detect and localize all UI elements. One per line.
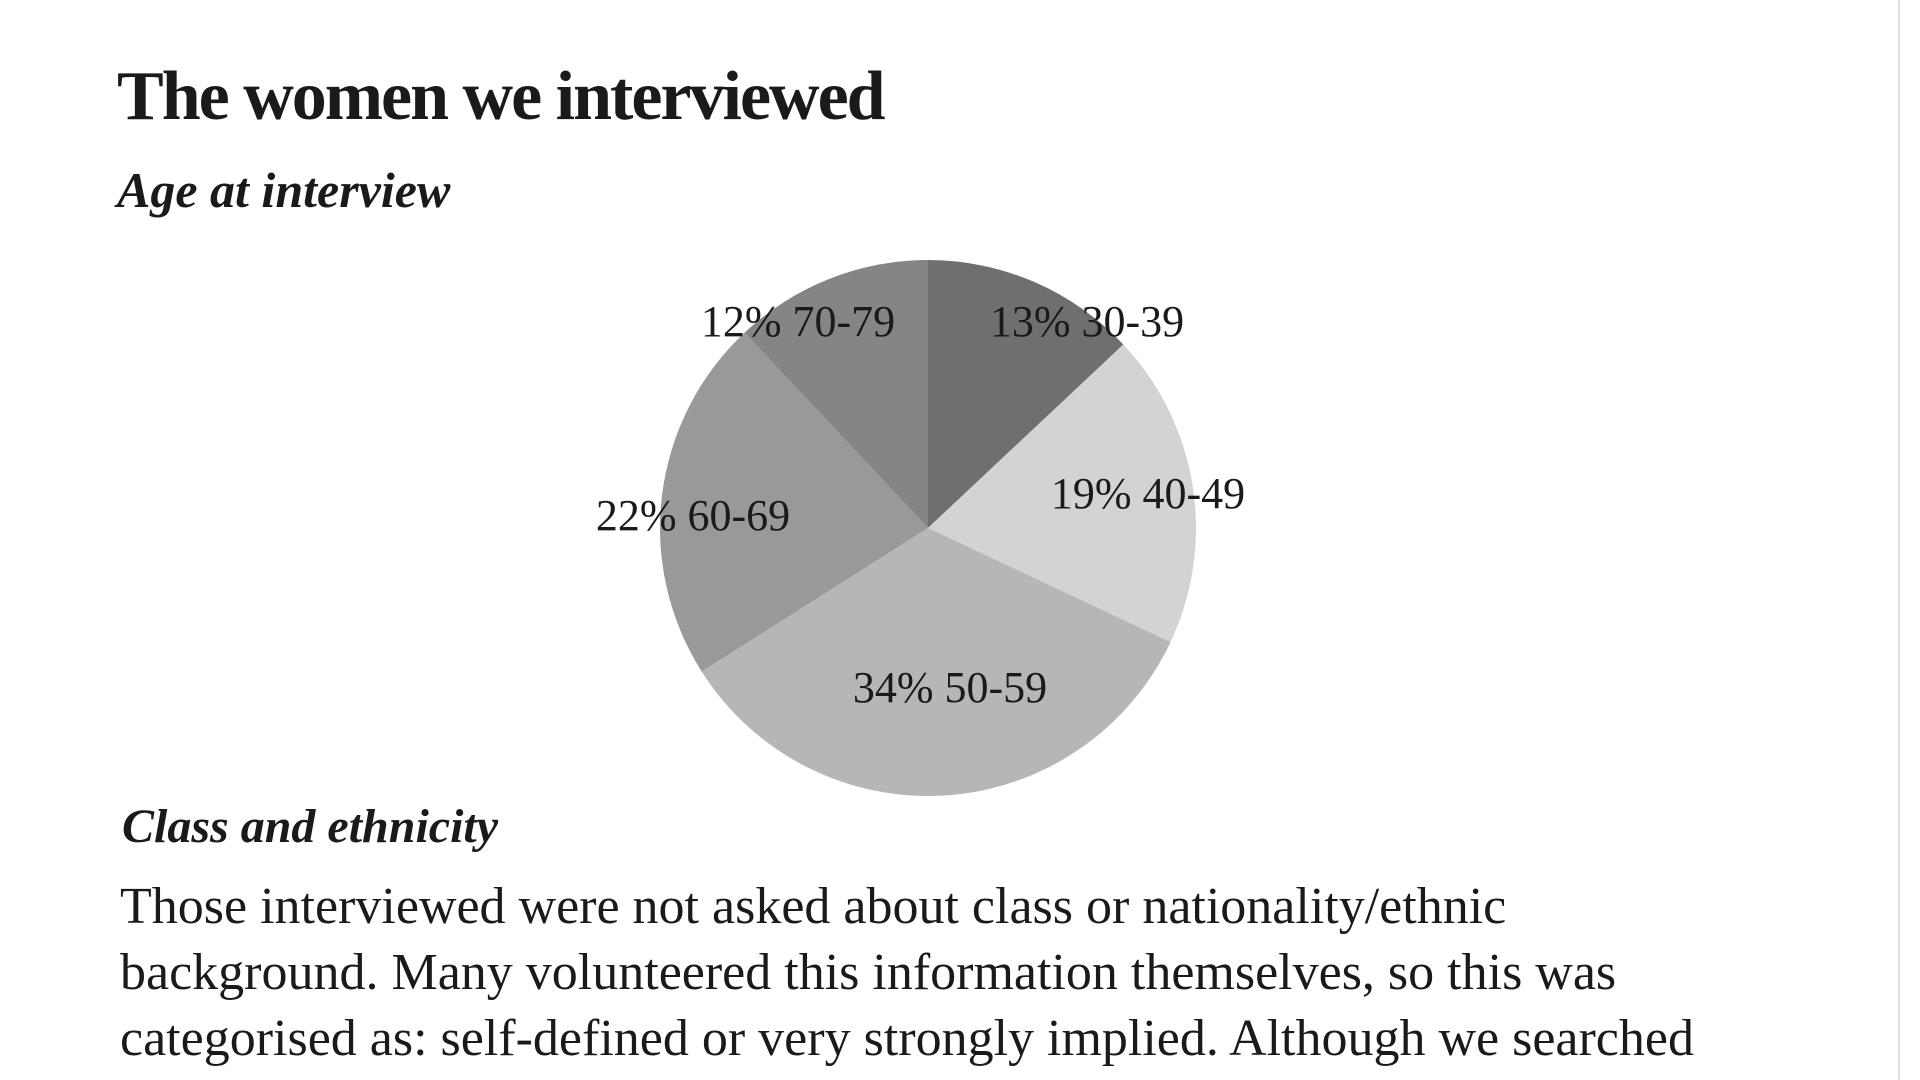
class-section-body: [120, 874, 1840, 1080]
page-heading: The women we interviewed: [117, 58, 884, 135]
body-line-1: Those interviewed were not asked about class or nationality/ethnic: [120, 878, 1507, 935]
body-line-2: background. Many volunteered this information themselves, so this was: [120, 944, 1617, 1001]
age-section-title: Age at interview: [117, 162, 451, 218]
pie-label-50-59: 34% 50-59: [852, 663, 1048, 712]
pie-label-70-79: 12% 70-79: [700, 297, 896, 346]
body-line-3: categorised as: self-defined or very strongly implied. Although we searched: [120, 1010, 1694, 1067]
pie-label-30-39: 13% 30-39: [989, 297, 1185, 346]
class-section-title: Class and ethnicity: [122, 800, 499, 853]
pie-label-60-69: 22% 60-69: [595, 491, 791, 540]
pie-label-40-49: 19% 40-49: [1050, 469, 1246, 518]
